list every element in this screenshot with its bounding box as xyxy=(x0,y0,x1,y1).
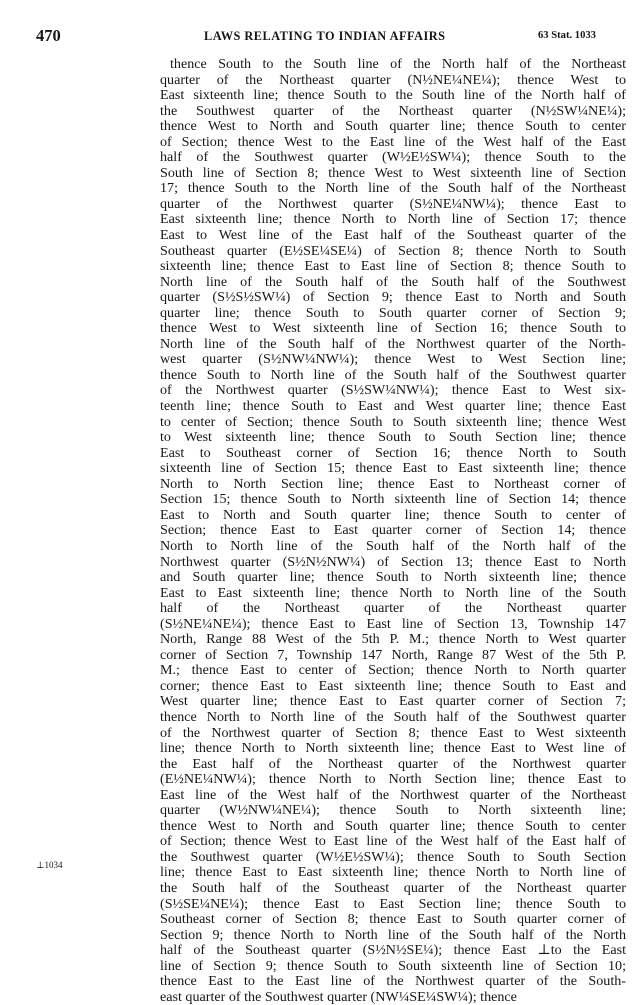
body-text xyxy=(160,57,626,1005)
text-line: thence South to North line of the South half of the Southwest quarter xyxy=(160,366,626,383)
text-line: thence East to the East line of the Northwest quarter of the South- xyxy=(160,973,626,990)
text-line: North line of the South half of the Northwest quarter of the North- xyxy=(160,335,626,352)
text-line: Section 9; thence North to North line of the South half of the North xyxy=(160,926,626,943)
text-line: Southeast quarter (E½SE¼SE¼) of Section 8; thence North to South xyxy=(160,242,626,259)
text-line: of Section; thence West to the East line of the West half of the East xyxy=(160,133,626,150)
text-line: line; thence East to East sixteenth line; thence North to North line of xyxy=(160,864,626,881)
text-line: quarter (W½NW¼NE¼); thence South to North sixteenth line; xyxy=(160,802,626,819)
text-line: East to Southeast corner of Section 16; thence North to South xyxy=(160,444,626,461)
text-line: line of Section 9; thence South to South sixteenth line of Section 10; xyxy=(160,957,626,974)
running-title: LAWS RELATING TO INDIAN AFFAIRS xyxy=(204,29,446,43)
text-line: quarter line; thence South to South quarter corner of Section 9; xyxy=(160,304,626,321)
text-line: of the Northwest quarter (S½SW¼NW¼); thence East to West six- xyxy=(160,382,626,399)
text-line: (S½SE¼NE¼); thence East to East Section line; thence South to xyxy=(160,895,626,912)
margin-note: ⊥1034 xyxy=(36,860,63,870)
text-line: to West sixteenth line; thence South to South Section line; thence xyxy=(160,429,626,446)
text-line: thence West to North and South quarter line; thence South to center xyxy=(160,118,626,135)
text-line: North, Range 88 West of the 5th P. M.; thence North to West quarter xyxy=(160,631,626,648)
text-line: teenth line; thence South to East and West quarter line; thence East xyxy=(160,398,626,415)
text-line: Section 15; thence South to North sixteenth line of Section 14; thence xyxy=(160,491,626,508)
text-line: corner; thence East to East sixteenth line; thence South to East and xyxy=(160,677,626,694)
text-line: East to West line of the East half of the Southeast quarter of the xyxy=(160,227,626,244)
text-line: Northwest quarter (S½N½NW¼) of Section 13; thence East to North xyxy=(160,553,626,570)
text-line: quarter (S½S½SW¼) of Section 9; thence East to North and South xyxy=(160,289,626,306)
text-line: half of the Southeast quarter (S½N½SE¼); thence East ⊥to the East xyxy=(160,942,626,959)
text-line: of the Northwest quarter of Section 8; thence East to West sixteenth xyxy=(160,724,626,741)
page-header xyxy=(0,26,632,50)
text-line: the Southwest quarter (W½E½SW¼); thence South to South Section xyxy=(160,848,626,865)
text-line: corner of Section 7, Township 147 North, Range 87 West of the 5th P. xyxy=(160,646,626,663)
text-line: North line of the South half of the South half of the Southwest xyxy=(160,273,626,290)
text-line: the South half of the Southeast quarter of the Northeast quarter xyxy=(160,879,626,896)
text-line: East to North and South quarter line; thence South to center of xyxy=(160,506,626,523)
text-line: South line of Section 8; thence West to West sixteenth line of Section xyxy=(160,164,626,181)
text-line: (S½NE¼NE¼); thence East to East line of Section 13, Township 147 xyxy=(160,615,626,632)
text-line: sixteenth line; thence East to East line of Section 8; thence South to xyxy=(160,258,626,275)
text-line: East sixteenth line; thence South to the South line of the North half of xyxy=(160,87,626,104)
text-line: and South quarter line; thence South to North sixteenth line; thence xyxy=(160,569,626,586)
text-line: East line of the West half of the Northwest quarter of the Northeast xyxy=(160,786,626,803)
text-line: east quarter of the Southwest quarter (NW¼SE¼SW¼); thence xyxy=(160,988,517,1005)
text-line: sixteenth line of Section 15; thence East to East sixteenth line; thence xyxy=(160,460,626,477)
text-line: the Southwest quarter of the Northeast quarter (N½SW¼NE¼); xyxy=(160,102,626,119)
text-line: quarter of the Northeast quarter (N½NE¼NE¼); thence West to xyxy=(160,71,626,88)
text-line: North to North line of the South half of the North half of the xyxy=(160,537,626,554)
text-line: 17; thence South to the North line of the South half of the Northeast xyxy=(160,180,626,197)
text-line: thence West to West sixteenth line of Section 16; thence South to xyxy=(160,320,626,337)
text-line: thence North to North line of the South half of the Southwest quarter xyxy=(160,708,626,725)
text-line: thence West to North and South quarter line; thence South to center xyxy=(160,817,626,834)
text-line: of Section; thence West to East line of the West half of the East half of xyxy=(160,833,626,850)
text-line: Section; thence East to East quarter corner of Section 14; thence xyxy=(160,522,626,539)
text-line: M.; thence East to center of Section; thence North to North quarter xyxy=(160,662,626,679)
text-line: West quarter line; thence East to East quarter corner of Section 7; xyxy=(160,693,626,710)
page-number: 470 xyxy=(36,26,61,45)
text-line: to center of Section; thence South to South sixteenth line; thence West xyxy=(160,413,626,430)
text-line: line; thence North to North sixteenth line; thence East to West line of xyxy=(160,740,626,757)
statute-citation: 63 Stat. 1033 xyxy=(538,30,596,41)
text-line: (E½NE¼NW¼); thence North to North Section line; thence East to xyxy=(160,771,626,788)
text-line: thence South to the South line of the North half of the Northeast xyxy=(170,56,626,72)
text-line: quarter of the Northwest quarter (S½NE¼NW¼); thence East to xyxy=(160,195,626,212)
text-line: North to North Section line; thence East to Northeast corner of xyxy=(160,475,626,492)
text-line: the East half of the Northeast quarter of the Northwest quarter xyxy=(160,755,626,772)
text-line: half of the Northeast quarter of the Northeast quarter xyxy=(160,600,626,617)
text-line: Southeast corner of Section 8; thence East to South quarter corner of xyxy=(160,911,626,928)
text-line: East to East sixteenth line; thence North to North line of the South xyxy=(160,584,626,601)
text-line: half of the Southwest quarter (W½E½SW¼); thence South to the xyxy=(160,149,626,166)
text-line: west quarter (S½NW¼NW¼); thence West to West Section line; xyxy=(160,351,626,368)
text-line: East sixteenth line; thence North to North line of Section 17; thence xyxy=(160,211,626,228)
